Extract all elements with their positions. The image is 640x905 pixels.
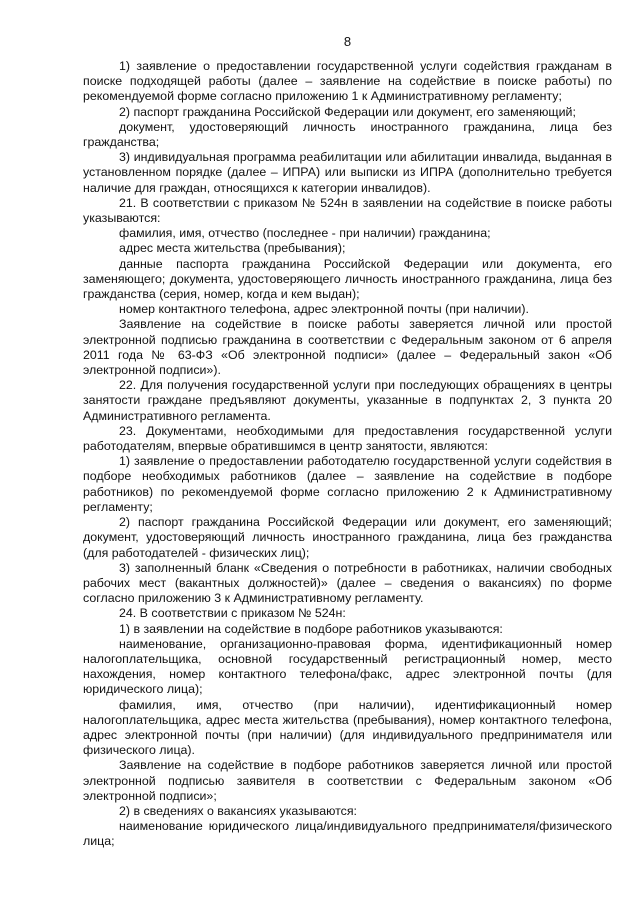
paragraph-vacancy-form: 3) заполненный бланк «Сведения о потребности в работниках, наличии свободных рабочих мест (вакантных должностей)» (далее – сведения о вакансиях) по форме согласно приложению 3 к Административному регламенту. [83,560,612,606]
paragraph-employer-application: 1) заявление о предоставлении работодателю государственной услуги содействия в подборе необходимых работников (далее – заявление на содействие в подборе работников) по рекомендуемой форме согласно приложению 2 к Административному регламенту; [83,454,612,514]
page-number: 8 [343,34,352,49]
paragraph-name-entity: наименование юридического лица/индивидуального предпринимателя/физического лица; [83,819,612,849]
paragraph-full-name: фамилия, имя, отчество (последнее - при наличии) гражданина; [119,226,491,241]
paragraph-24: 24. В соответствии с приказом № 524н: [119,606,346,621]
paragraph-passport: 2) паспорт гражданина Российской Федерации или документ, его заменяющий; [119,104,576,119]
paragraph-contacts: номер контактного телефона, адрес электронной почты (при наличии). [119,302,529,317]
paragraph-employer-passport: 2) паспорт гражданина Российской Федерации или документ, его заменяющий; документ, удостоверяющий личность иностранного гражданина, лица без гражданства (для работодателей - физических лиц); [83,515,612,560]
paragraph-passport-data: данные паспорта гражданина Российской Федерации или документа, его заменяющего; документа, удостоверяющего личность иностранного гражданина, лица без гражданства (серия, номер, когда и кем выдан); [83,256,612,302]
paragraph-24-2: 2) в сведениях о вакансиях указываются: [119,803,357,818]
paragraph-ipra: 3) индивидуальная программа реабилитации или абилитации инвалида, выданная в установленном порядке (далее – ИПРА) или выписки из ИПРА (дополнительно требуется наличие для граждан, относящихся к категории инвалидов). [83,150,612,195]
paragraph-foreign-id: документ, удостоверяющий личность иностранного гражданина, лица без гражданства; [83,119,612,150]
paragraph-24-1: 1) в заявлении на содействие в подборе работников указываются: [119,621,503,636]
paragraph-application-job-search: 1) заявление о предоставлении государственной услуги содействия гражданам в поиске подходящей работы (далее – заявление на содействие в поиске работы) по рекомендуемой форме согласно приложению 1 к Административному регламенту; [83,59,612,104]
paragraph-employer-signature: Заявление на содействие в подборе работников заверяется личной или простой электронной подписью заявителя в соответствии с Федеральным законом «Об электронной подписи»; [83,758,612,803]
paragraph-address: адрес места жительства (пребывания); [119,241,346,256]
paragraph-21: 21. В соответствии с приказом № 524н в заявлении на содействие в поиске работы указываются: [83,195,612,226]
paragraph-signature: Заявление на содействие в поиске работы заверяется личной или простой электронной подписью гражданина в соответствии с Федеральным законом от 6 апреля 2011 года № 63-ФЗ «Об электронной подписи» (далее – Федеральный закон «Об электронной подписи»). [83,317,612,378]
paragraph-individual: фамилия, имя, отчество (при наличии), идентификационный номер налогоплательщика, адрес места жительства (пребывания), номер контактного телефона, адрес электронной почты (при наличии) (для индивидуального предпринимателя или физического лица). [83,697,612,758]
paragraph-legal-entity: наименование, организационно-правовая форма, идентификационный номер налогоплательщика, основной государственный регистрационный номер, место нахождения, номер контактного телефона/факс, адрес электронной почты (для юридического лица); [83,636,612,697]
paragraph-23: 23. Документами, необходимыми для предоставления государственной услуги работодателям, впервые обратившимся в центр занятости, являются: [83,423,612,454]
paragraph-22: 22. Для получения государственной услуги при последующих обращениях в центры занятости граждане предъявляют документы, указанные в подпунктах 2, 3 пункта 20 Административного регламента. [83,378,612,423]
